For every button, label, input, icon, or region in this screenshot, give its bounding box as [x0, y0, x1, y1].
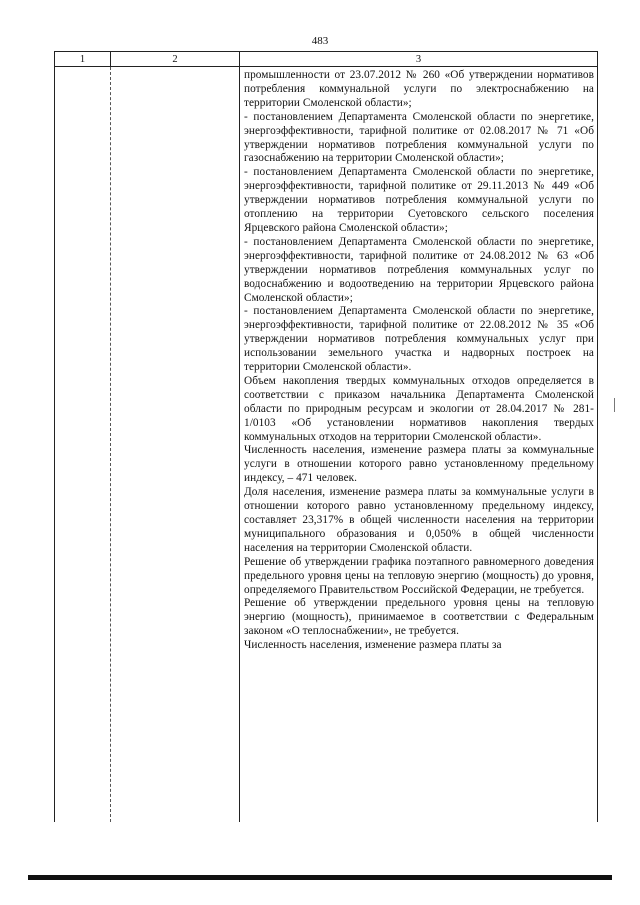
column-header-2: 2 [111, 52, 240, 67]
table-header-row [55, 52, 598, 67]
column-header-1: 1 [55, 52, 111, 67]
page-number: 483 [311, 35, 329, 47]
document-table [54, 51, 598, 822]
paragraph-price-schedule-decision: Решение об утверждении графика поэтапного равномерного доведения предельного уровня цены на тепловую энергию (мощность) до уровня, определяемого Правительством Российской Федерации, не требуется. [244, 555, 594, 596]
paragraph-population-count: Численность населения, изменение размера платы за коммунальные услуги в отношении которого равно установленному предельному индексу, – 471 человек. [244, 444, 594, 485]
paragraph-population-continued: Численность населения, изменение размера платы за [244, 639, 502, 652]
column-2-cell [111, 67, 240, 823]
margin-scan-mark [614, 398, 615, 412]
column-3-cell [240, 67, 598, 823]
column-header-3: 3 [240, 52, 598, 67]
bottom-rule [28, 875, 612, 880]
paragraph-waste-volume: Объем накопления твердых коммунальных отходов определяется в соответствии с приказом начальника Департамента Смоленской области по природным ресурсам и экологии от 28.04.2017 № 281-1/0103 «Об установлении нормативов накопления твердых коммунальных отходов на территории Смоленской области». [244, 374, 594, 443]
paragraph-population-share: Доля населения, изменение размера платы за коммунальные услуги в отношении которого равно установленному предельному индексу, составляет 23,317% в общей численности населения на территории муниципального образования и 0,050% в общей численности населения на территории Смоленской области. [244, 486, 594, 554]
column-1-cell [55, 67, 111, 823]
column-3-text [240, 67, 597, 822]
paragraph-heating-norms: - постановлением Департамента Смоленской области по энергетике, энергоэффективности, тарифной политике от 29.11.2013 № 449 «Об утверждении нормативов потребления коммунальной услуги по отоплению на территории Суетовского сельского поселения Ярцевского района Смоленской области»; [244, 166, 594, 234]
paragraph-water-norms: - постановлением Департамента Смоленской области по энергетике, энергоэффективности, тарифной политике от 24.08.2012 № 63 «Об утверждении нормативов потребления коммунальных услуг по водоснабжению и водоотведению на территории Ярцевского района Смоленской области»; [244, 235, 594, 304]
paragraph-electricity-norms: промышленности от 23.07.2012 № 260 «Об утверждении нормативов потребления коммунальной услуги по электроснабжению на территории Смоленской области»; [244, 69, 594, 109]
paragraph-land-plot-norms: - постановлением Департамента Смоленской области по энергетике, энергоэффективности, тарифной политике от 22.08.2012 № 35 «Об утверждении нормативов потребления коммунальных услуг при использовании земельного участка и надворных построек на территории Смоленской области». [244, 305, 594, 374]
paragraph-price-limit-decision: Решение об утверждении предельного уровня цены на тепловую энергию (мощность), принимаемое в соответствии с Федеральным законом «О теплоснабжении», не требуется. [244, 597, 594, 638]
paragraph-gas-norms: - постановлением Департамента Смоленской области по энергетике, энергоэффективности, тарифной политике от 02.08.2017 № 71 «Об утверждении нормативов потребления коммунальной услуги по газоснабжению на территории Смоленской области»; [244, 110, 594, 165]
table-row [55, 67, 598, 823]
